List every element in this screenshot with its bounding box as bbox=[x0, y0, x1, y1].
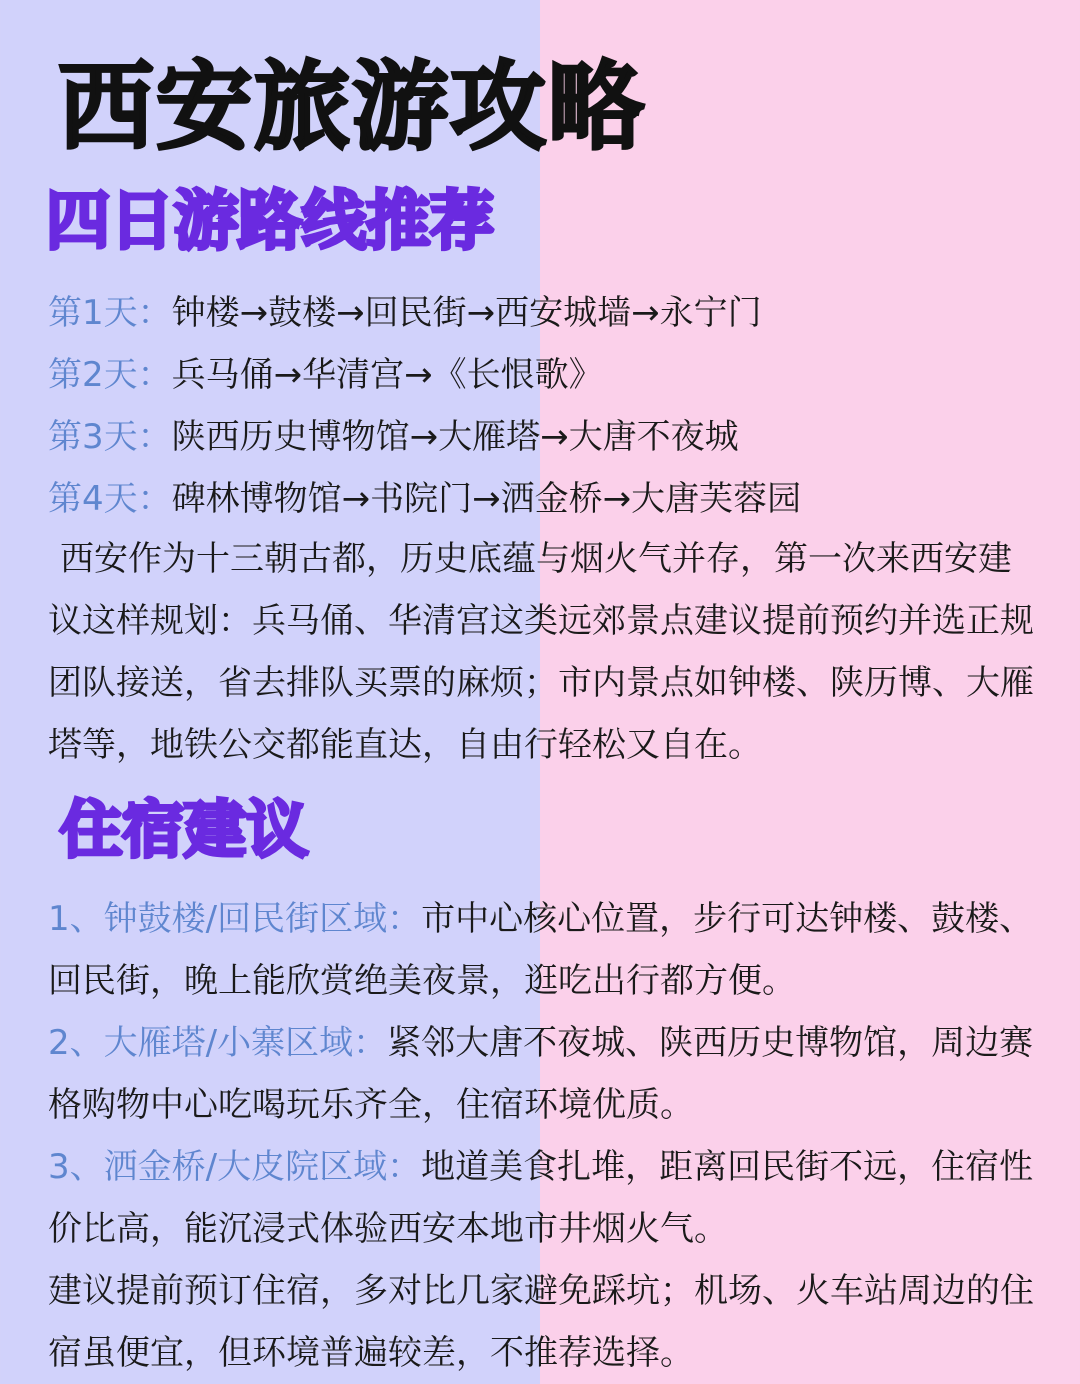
stay-area-desc: 地道美食扎堆，距离回民街不远，住宿性价比高，能沉浸式体验西安本地市井烟火气。 bbox=[48, 1147, 1034, 1249]
day-label: 第3天： bbox=[48, 417, 172, 457]
stay-item bbox=[48, 888, 1043, 1012]
day-route: 兵马俑→华清宫→《长恨歌》 bbox=[171, 355, 603, 395]
day-route: 陕西历史博物馆→大雁塔→大唐不夜城 bbox=[171, 417, 739, 457]
stay-area-label: 1、钟鼓楼/回民街区域： bbox=[48, 899, 422, 939]
stay-area-desc: 紧邻大唐不夜城、陕西历史博物馆，周边赛格购物中心吃喝玩乐齐全，住宿环境优质。 bbox=[48, 1023, 1034, 1125]
route-heading: 四日游路线推荐 bbox=[46, 185, 494, 259]
stay-item bbox=[48, 1012, 1043, 1136]
day-label: 第2天： bbox=[48, 355, 172, 395]
day-label: 第4天： bbox=[48, 479, 172, 519]
stay-area-label: 2、大雁塔/小寨区域： bbox=[48, 1023, 388, 1063]
day-list bbox=[48, 282, 1048, 530]
stay-area-desc: 市中心核心位置，步行可达钟楼、鼓楼、回民街，晚上能欣赏绝美夜景，逛吃出行都方便。 bbox=[48, 899, 1034, 1001]
stay-note: 建议提前预订住宿，多对比几家避免踩坑；机场、火车站周边的住宿虽便宜，但环境普遍较差，不推荐选择。 bbox=[48, 1271, 1034, 1373]
day-route: 钟楼→鼓楼→回民街→西安城墙→永宁门 bbox=[171, 293, 762, 333]
day-label: 第1天： bbox=[48, 293, 172, 333]
page-title: 西安旅游攻略 bbox=[58, 51, 646, 163]
day-item bbox=[48, 282, 1048, 344]
day-route: 碑林博物馆→书院门→洒金桥→大唐芙蓉园 bbox=[171, 479, 802, 519]
day-item bbox=[48, 468, 1048, 530]
stay-item bbox=[48, 1136, 1043, 1260]
stay-area-label: 3、洒金桥/大皮院区域： bbox=[48, 1147, 422, 1187]
intro-paragraph: 西安作为十三朝古都，历史底蕴与烟火气并存，第一次来西安建议这样规划：兵马俑、华清宫这类远郊景点建议提前预约并选正规团队接送，省去排队买票的麻烦；市内景点如钟楼、陕历博、大雁塔等，地铁公交都能直达，自由行轻松又自在。 bbox=[48, 539, 1034, 765]
stay-heading: 住宿建议 bbox=[60, 793, 309, 866]
stay-list bbox=[48, 888, 1043, 1384]
day-item bbox=[48, 344, 1048, 406]
day-item bbox=[48, 406, 1048, 468]
